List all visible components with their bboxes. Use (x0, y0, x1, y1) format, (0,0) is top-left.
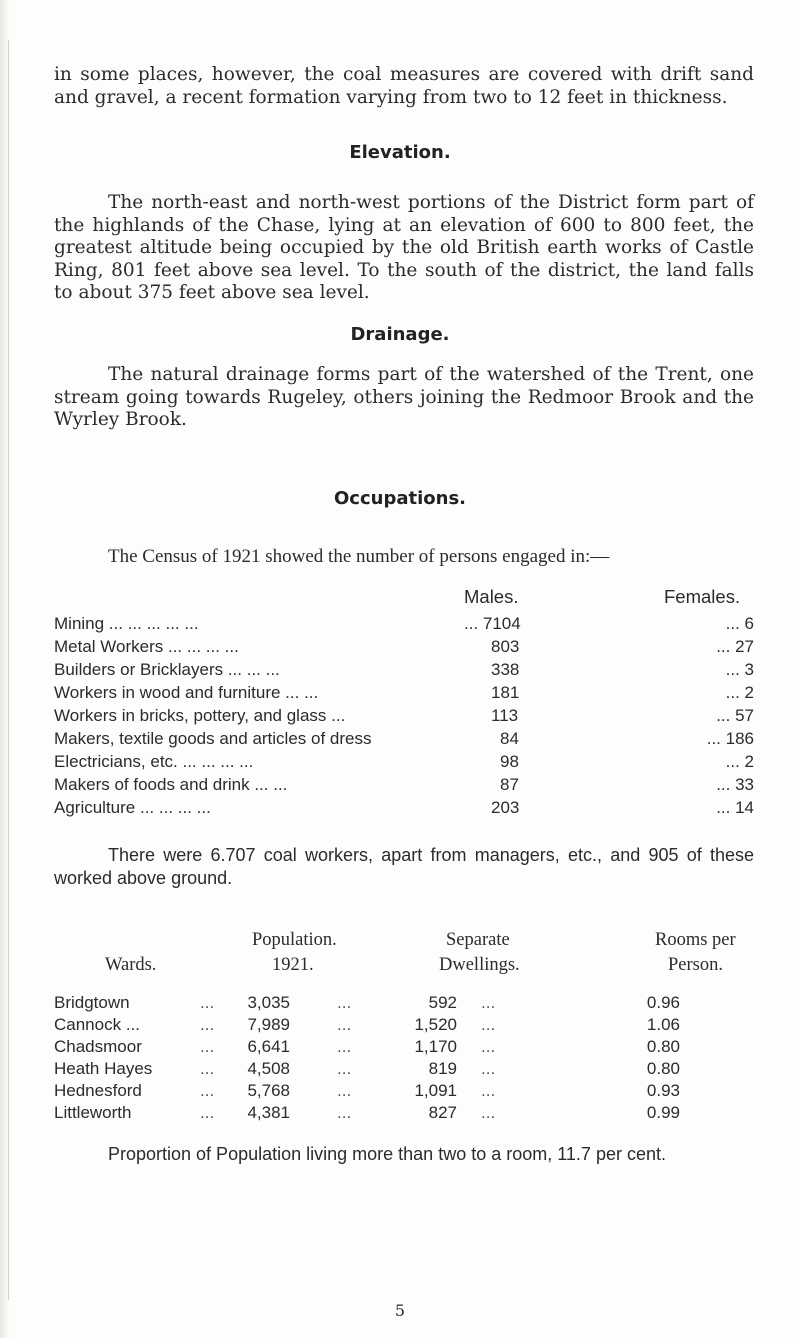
population-proportion-note: Proportion of Population living more than two to a room, 11.7 per cent. (108, 1144, 666, 1164)
females-value: ... 6 (725, 614, 754, 633)
females-value: ... 2 (725, 752, 754, 771)
leader-dots: ... (200, 1015, 215, 1034)
population-value: 7,989 (247, 1015, 290, 1034)
females-value: ... 2 (725, 683, 754, 702)
intro-paragraph: in some places, however, the coal measures are covered with drift sand and gravel, a recent formation varying from two to 12 feet in thickness. (54, 64, 754, 108)
table-row (54, 637, 754, 659)
occupations-intro: The Census of 1921 showed the number of persons engaged in:— (108, 546, 610, 567)
females-value: ... 3 (725, 660, 754, 679)
leader-dots: ... (200, 1081, 215, 1100)
occupations-heading: Occupations. (334, 488, 466, 509)
leader-dots: ... (200, 1037, 215, 1056)
population-value: 4,508 (247, 1059, 290, 1078)
occupation-label: Agriculture ... ... ... ... (54, 798, 211, 817)
leader-dots: ... (337, 993, 352, 1012)
occupation-label: Metal Workers ... ... ... ... (54, 637, 239, 656)
males-value: 87 (500, 775, 519, 794)
population-value: 6,641 (247, 1037, 290, 1056)
rooms-value: 0.93 (646, 1081, 680, 1100)
dwellings-value: 819 (428, 1059, 457, 1078)
leader-dots: ... (337, 1059, 352, 1078)
leader-dots: ... (481, 1015, 496, 1034)
population-value: 5,768 (247, 1081, 290, 1100)
elevation-paragraph: The north-east and north-west portions of the District form part of the highlands of the Chase, lying at an elevation of 600 to 800 feet, the greatest altitude being occupied by the old British earth works of Castle Ring, 801 feet above sea level. To the south of the district, the land falls to about 375 feet above sea level. (54, 192, 754, 303)
females-value: ... 33 (716, 775, 754, 794)
table-row (54, 752, 754, 774)
ward-name: Heath Hayes (54, 1059, 153, 1078)
occupations-females-header: Females. (664, 586, 741, 607)
rooms-value: 0.99 (646, 1103, 680, 1122)
males-value: 84 (500, 729, 519, 748)
leader-dots: ... (481, 993, 496, 1012)
males-value: ... 7104 (464, 614, 521, 633)
ward-name: Littleworth (54, 1103, 132, 1122)
occupation-label: Makers of foods and drink ... ... (54, 775, 288, 794)
dwellings-value: 1,170 (414, 1037, 457, 1056)
table-row (54, 706, 754, 728)
leader-dots: ... (481, 1037, 496, 1056)
population-header-line1: Population. (252, 930, 337, 950)
occupation-label: Electricians, etc. ... ... ... ... (54, 752, 254, 771)
ward-name: Cannock ... (54, 1015, 140, 1034)
ward-name: Hednesford (54, 1081, 142, 1100)
page-number: 5 (394, 1301, 406, 1320)
table-row (54, 683, 754, 705)
table-row (54, 775, 754, 797)
table-row (54, 1037, 760, 1059)
occupation-label: Builders or Bricklayers ... ... ... (54, 660, 280, 679)
females-value: ... 57 (716, 706, 754, 725)
drainage-heading: Drainage. (350, 324, 450, 345)
males-value: 113 (491, 706, 519, 725)
table-row (54, 1015, 760, 1037)
table-row (54, 1081, 760, 1103)
coal-workers-note: There were 6.707 coal workers, apart from managers, etc., and 905 of these worked above ground. (54, 845, 754, 888)
dwellings-header-line2: Dwellings. (439, 955, 520, 975)
dwellings-value: 1,091 (414, 1081, 457, 1100)
females-value: ... 14 (716, 798, 754, 817)
table-row (54, 660, 754, 682)
population-value: 3,035 (247, 993, 290, 1012)
males-value: 181 (491, 683, 520, 702)
dwellings-value: 592 (428, 993, 457, 1012)
dwellings-value: 827 (428, 1103, 457, 1122)
leader-dots: ... (337, 1015, 352, 1034)
rooms-header-line2: Person. (668, 955, 723, 975)
table-row (54, 729, 754, 751)
occupation-label: Makers, textile goods and articles of dress (54, 729, 372, 748)
rooms-value: 0.80 (646, 1059, 680, 1078)
leader-dots: ... (481, 1103, 496, 1122)
dwellings-header-line1: Separate (446, 930, 510, 950)
table-row (54, 1059, 760, 1081)
males-value: 203 (491, 798, 520, 817)
leader-dots: ... (337, 1103, 352, 1122)
leader-dots: ... (200, 1103, 215, 1122)
males-value: 98 (500, 752, 519, 771)
table-row (54, 798, 754, 820)
population-header-line2: 1921. (272, 955, 314, 975)
females-value: ... 186 (706, 729, 754, 748)
table-row (54, 993, 760, 1015)
occupation-label: Mining ... ... ... ... ... (54, 614, 199, 633)
table-row (54, 1103, 760, 1125)
females-value: ... 27 (716, 637, 754, 656)
ward-name: Chadsmoor (54, 1037, 142, 1056)
ward-name: Bridgtown (54, 993, 130, 1012)
leader-dots: ... (481, 1081, 496, 1100)
males-value: 338 (491, 660, 520, 679)
leader-dots: ... (481, 1059, 496, 1078)
elevation-heading: Elevation. (349, 142, 451, 163)
rooms-value: 0.96 (646, 993, 680, 1012)
occupations-males-header: Males. (464, 586, 519, 607)
occupation-label: Workers in bricks, pottery, and glass ... (54, 706, 346, 725)
occupation-label: Workers in wood and furniture ... ... (54, 683, 319, 702)
leader-dots: ... (200, 993, 215, 1012)
spine-line (8, 40, 9, 1300)
males-value: 803 (491, 637, 520, 656)
population-value: 4,381 (247, 1103, 290, 1122)
leader-dots: ... (200, 1059, 215, 1078)
drainage-paragraph: The natural drainage forms part of the watershed of the Trent, one stream going towards Rugeley, others joining the Redmoor Brook and the Wyrley Brook. (54, 364, 754, 430)
table-row (54, 614, 754, 636)
rooms-value: 1.06 (646, 1015, 680, 1034)
leader-dots: ... (337, 1081, 352, 1100)
dwellings-value: 1,520 (414, 1015, 457, 1034)
rooms-value: 0.80 (646, 1037, 680, 1056)
wards-header: Wards. (105, 955, 157, 975)
rooms-header-line1: Rooms per (655, 930, 736, 950)
leader-dots: ... (337, 1037, 352, 1056)
